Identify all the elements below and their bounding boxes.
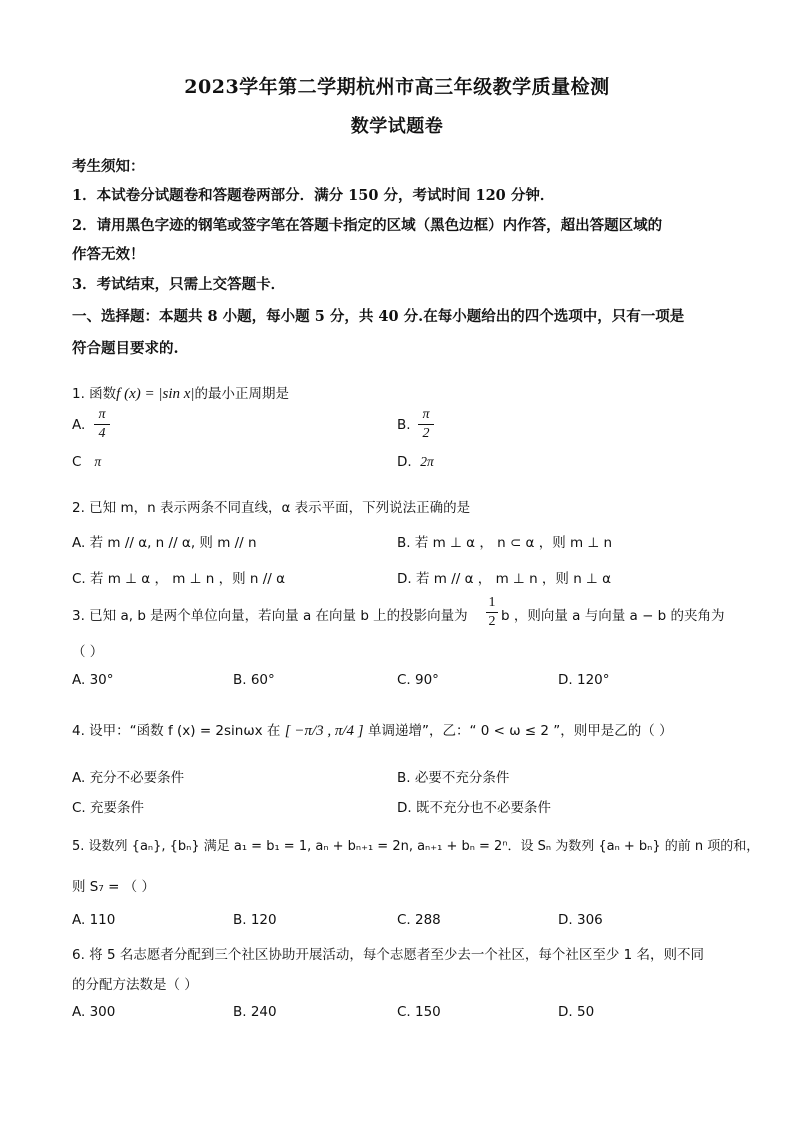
q3-option-b: B. 60° <box>233 672 275 688</box>
q4-interval: [ −π/3 , π/4 ] <box>284 723 364 739</box>
q2-stem: 2. 已知 m，n 表示两条不同直线，α 表示平面，下列说法正确的是 <box>72 500 471 516</box>
q5-option-d: D. 306 <box>558 912 603 928</box>
q4-option-b: B. 必要不充分条件 <box>397 770 510 786</box>
q3-option-d: D. 120° <box>558 672 610 688</box>
q1-stem-pre: 1. 函数 <box>72 386 117 402</box>
q1-function: f (x) = |sin x| <box>116 386 195 402</box>
section-heading-line2: 符合题目要求的. <box>72 340 179 357</box>
q4-stem-pre: 4. 设甲：“函数 f (x) = 2sinωx 在 <box>72 723 281 739</box>
q6-option-d: D. 50 <box>558 1004 595 1020</box>
section-heading-line1: 一、选择题：本题共 8 小题，每小题 5 分，共 40 分.在每小题给出的四个选项中，只有一项是 <box>72 308 685 325</box>
q4-option-d: D. 既不充分也不必要条件 <box>397 800 551 816</box>
notice-item-3: 3．考试结束，只需上交答题卡． <box>72 276 286 293</box>
q3-paren: （ ） <box>72 644 104 660</box>
q3-fraction: 1 2 <box>486 595 498 630</box>
q6-option-a: A. 300 <box>72 1004 116 1020</box>
q2-option-a: A. 若 m // α, n // α, 则 m // n <box>72 535 257 551</box>
exam-subtitle: 数学试题卷 <box>350 116 444 137</box>
q5-option-b: B. 120 <box>233 912 277 928</box>
q5-stem-2: 则 S₇ = （ ） <box>72 879 155 895</box>
q1-stem <box>72 382 289 403</box>
q1-option-c: C π <box>72 454 102 470</box>
q1-stem-post: 的最小正周期是 <box>194 386 290 402</box>
q6-option-c: C. 150 <box>397 1004 441 1020</box>
q1-option-a-fraction: π 4 <box>94 407 110 442</box>
q4-option-a: A. 充分不必要条件 <box>72 770 185 786</box>
q1-option-d: D. 2π <box>397 454 434 470</box>
q5-option-c: C. 288 <box>397 912 441 928</box>
q2-option-d: D. 若 m // α ， m ⊥ n ，则 n ⊥ α <box>397 571 612 587</box>
q3-stem-post: b ，则向量 a 与向量 a − b 的夹角为 <box>501 608 725 624</box>
q4-stem-post: 单调递增”，乙：“ 0 < ω ≤ 2 ”，则甲是乙的（ ） <box>367 723 673 739</box>
exam-title: 2023学年第二学期杭州市高三年级教学质量检测 <box>184 76 610 98</box>
q3-stem-pre: 3. 已知 a, b 是两个单位向量，若向量 a 在向量 b 上的投影向量为 <box>72 608 468 624</box>
q4-option-c: C. 充要条件 <box>72 800 145 816</box>
notice-item-2: 2．请用黑色字迹的钢笔或签字笔在答题卡指定的区域（黑色边框）内作答，超出答题区域的 <box>72 217 663 234</box>
notice-heading: 考生须知： <box>72 158 145 175</box>
q1-option-b-fraction: π 2 <box>418 407 434 442</box>
q6-stem: 6. 将 5 名志愿者分配到三个社区协助开展活动，每个志愿者至少去一个社区，每个社区至少 1 名，则不同 <box>72 947 705 963</box>
q2-option-b: B. 若 m ⊥ α ， n ⊂ α ，则 m ⊥ n <box>397 535 613 551</box>
q3-option-a: A. 30° <box>72 672 114 688</box>
q1-option-a-label: A. <box>72 417 86 433</box>
q2-option-c: C. 若 m ⊥ α ， m ⊥ n ，则 n // α <box>72 571 286 587</box>
q5-option-a: A. 110 <box>72 912 116 928</box>
q4-stem <box>72 719 673 740</box>
q5-stem: 5. 设数列 {aₙ}, {bₙ} 满足 a₁ = b₁ = 1, aₙ + bₙ₊₁ = 2n, aₙ₊₁ + bₙ = 2ⁿ．设 Sₙ 为数列 {aₙ + bₙ} 的前 n 项的和， <box>72 839 760 854</box>
q6-option-b: B. 240 <box>233 1004 277 1020</box>
q6-stem-2: 的分配方法数是（ ） <box>72 977 198 993</box>
q1-option-b-label: B. <box>397 417 411 433</box>
notice-item-1: 1．本试卷分试题卷和答题卷两部分．满分 150 分，考试时间 120 分钟． <box>72 187 555 204</box>
notice-item-2-cont: 作答无效！ <box>72 246 145 263</box>
q3-option-c: C. 90° <box>397 672 439 688</box>
